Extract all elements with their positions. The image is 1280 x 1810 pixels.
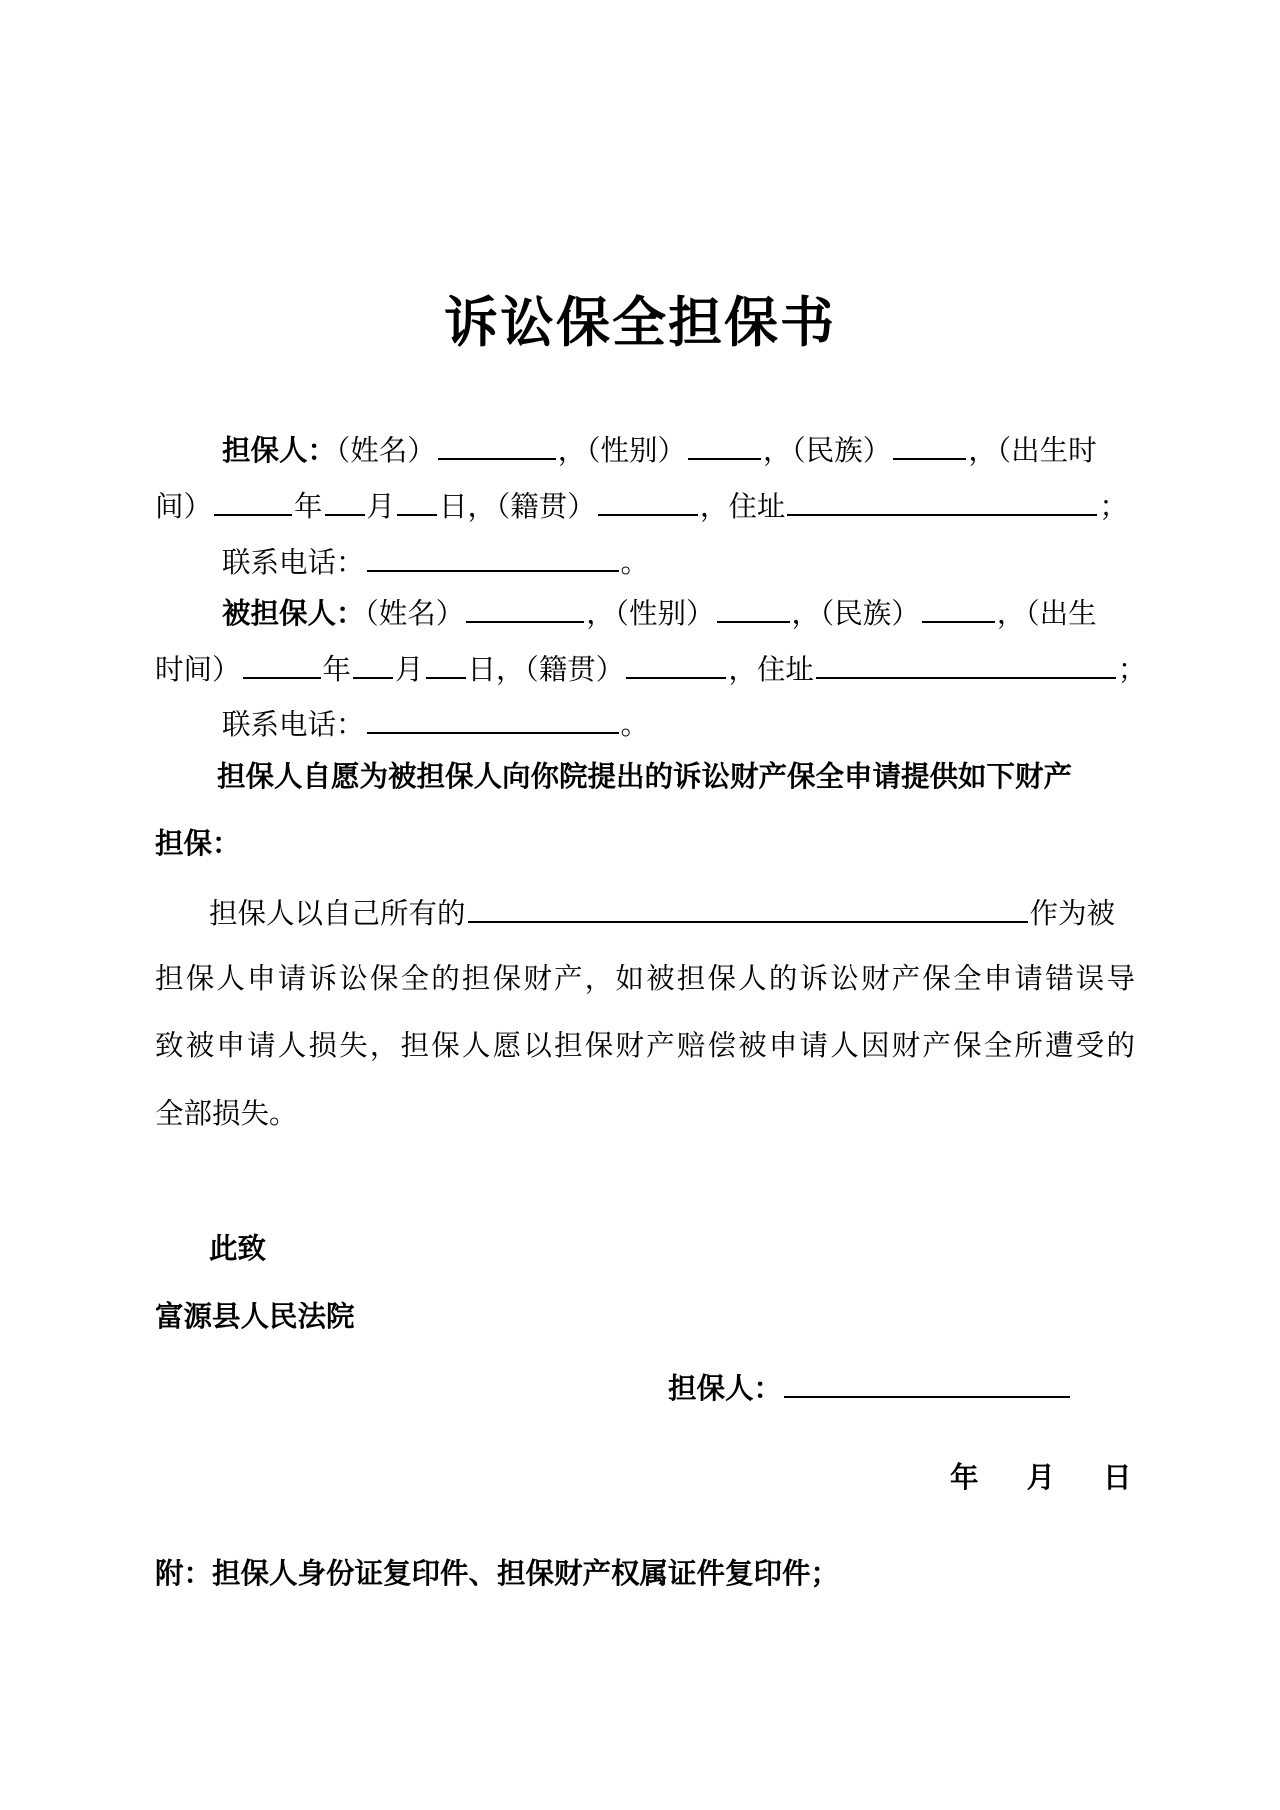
name-label: （姓名） bbox=[336, 434, 436, 467]
birth-label: ，（出生 bbox=[996, 597, 1097, 630]
guaranteed-native-place-field[interactable] bbox=[626, 649, 726, 679]
guaranteed-birth-year-field[interactable] bbox=[243, 649, 321, 679]
statement-line-1: 担保人自愿为被担保人向你院提出的诉讼财产保全申请提供如下财产 bbox=[217, 760, 1073, 793]
guaranteed-line-2 bbox=[155, 649, 1147, 688]
guaranteed-birth-day-field[interactable] bbox=[426, 649, 466, 679]
guaranteed-label: 被担保人： bbox=[222, 597, 365, 630]
guarantor-birth-month-field[interactable] bbox=[325, 486, 365, 516]
gender-label: ，（性别） bbox=[557, 434, 687, 467]
date-line bbox=[950, 1460, 1140, 1496]
guarantor-birth-year-field[interactable] bbox=[214, 486, 292, 516]
year-label: 年 bbox=[322, 653, 352, 686]
semicolon: ； bbox=[1117, 653, 1147, 686]
native-place-label: 日，（籍贯） bbox=[467, 653, 625, 686]
guarantor-label: 担保人： bbox=[222, 434, 337, 467]
birth-label: ，（出生时 bbox=[968, 434, 1097, 467]
semicolon: ； bbox=[1099, 490, 1128, 523]
guarantor-gender-field[interactable] bbox=[688, 430, 761, 460]
ethnicity-label: ，（民族） bbox=[763, 434, 892, 467]
document-title: 诉讼保全担保书 bbox=[444, 291, 836, 354]
gender-label: ，（性别） bbox=[586, 597, 715, 630]
name-label: （姓名） bbox=[364, 597, 465, 630]
birth-label-cont: 间） bbox=[155, 490, 213, 523]
year-label: 年 bbox=[294, 490, 323, 523]
body-line-1 bbox=[155, 893, 1189, 932]
signer-label: 担保人： bbox=[668, 1372, 783, 1405]
month-label: 月 bbox=[395, 653, 424, 686]
guaranteed-phone-field[interactable] bbox=[367, 704, 619, 734]
guaranteed-name-field[interactable] bbox=[466, 593, 584, 623]
guarantor-birth-day-field[interactable] bbox=[397, 486, 437, 516]
guarantor-name-field[interactable] bbox=[438, 430, 556, 460]
body-line-4: 全部损失。 bbox=[155, 1097, 298, 1130]
property-outro: 作为被 bbox=[1029, 897, 1116, 930]
guarantor-address-field[interactable] bbox=[787, 486, 1097, 516]
statement-line-2: 担保： bbox=[155, 827, 241, 860]
body-line-2: 担保人申请诉讼保全的担保财产，如被担保人的诉讼财产保全申请错误导 bbox=[155, 962, 1135, 995]
guaranteed-phone-line bbox=[155, 704, 1202, 743]
salutation: 此致 bbox=[209, 1232, 267, 1265]
address-label: ，住址 bbox=[699, 490, 786, 523]
phone-label: 联系电话： bbox=[222, 708, 365, 741]
period: 。 bbox=[620, 708, 650, 741]
period: 。 bbox=[620, 546, 650, 579]
court-name: 富源县人民法院 bbox=[155, 1300, 355, 1333]
date-day-label: 日 bbox=[1103, 1461, 1132, 1494]
signature-line bbox=[668, 1368, 1088, 1407]
date-month-label: 月 bbox=[1026, 1461, 1056, 1494]
guarantor-native-place-field[interactable] bbox=[598, 486, 698, 516]
guarantor-ethnicity-field[interactable] bbox=[893, 430, 966, 460]
signature-field[interactable] bbox=[784, 1368, 1070, 1398]
birth-label-cont: 时间） bbox=[155, 653, 241, 686]
guarantor-line-2 bbox=[155, 486, 1135, 525]
phone-label: 联系电话： bbox=[222, 546, 365, 579]
native-place-label: 日，（籍贯） bbox=[439, 490, 596, 523]
guarantor-phone-line bbox=[155, 542, 1202, 581]
ethnicity-label: ，（民族） bbox=[791, 597, 920, 630]
month-label: 月 bbox=[366, 490, 396, 523]
guaranteed-address-field[interactable] bbox=[816, 649, 1116, 679]
body-line-3: 致被申请人损失，担保人愿以担保财产赔偿被申请人因财产保全所遭受的 bbox=[155, 1029, 1135, 1062]
guaranteed-ethnicity-field[interactable] bbox=[922, 593, 995, 623]
guaranteed-birth-month-field[interactable] bbox=[353, 649, 393, 679]
address-label: ，住址 bbox=[728, 653, 814, 686]
guaranteed-gender-field[interactable] bbox=[717, 593, 790, 623]
guaranteed-line-1 bbox=[155, 593, 1135, 632]
attachment-note: 附：担保人身份证复印件、担保财产权属证件复印件； bbox=[155, 1557, 840, 1590]
property-field[interactable] bbox=[468, 893, 1028, 923]
date-year-label: 年 bbox=[950, 1461, 979, 1494]
guarantor-line-1 bbox=[155, 430, 1135, 469]
property-intro: 担保人以自己所有的 bbox=[209, 897, 466, 930]
guarantor-phone-field[interactable] bbox=[367, 542, 619, 572]
